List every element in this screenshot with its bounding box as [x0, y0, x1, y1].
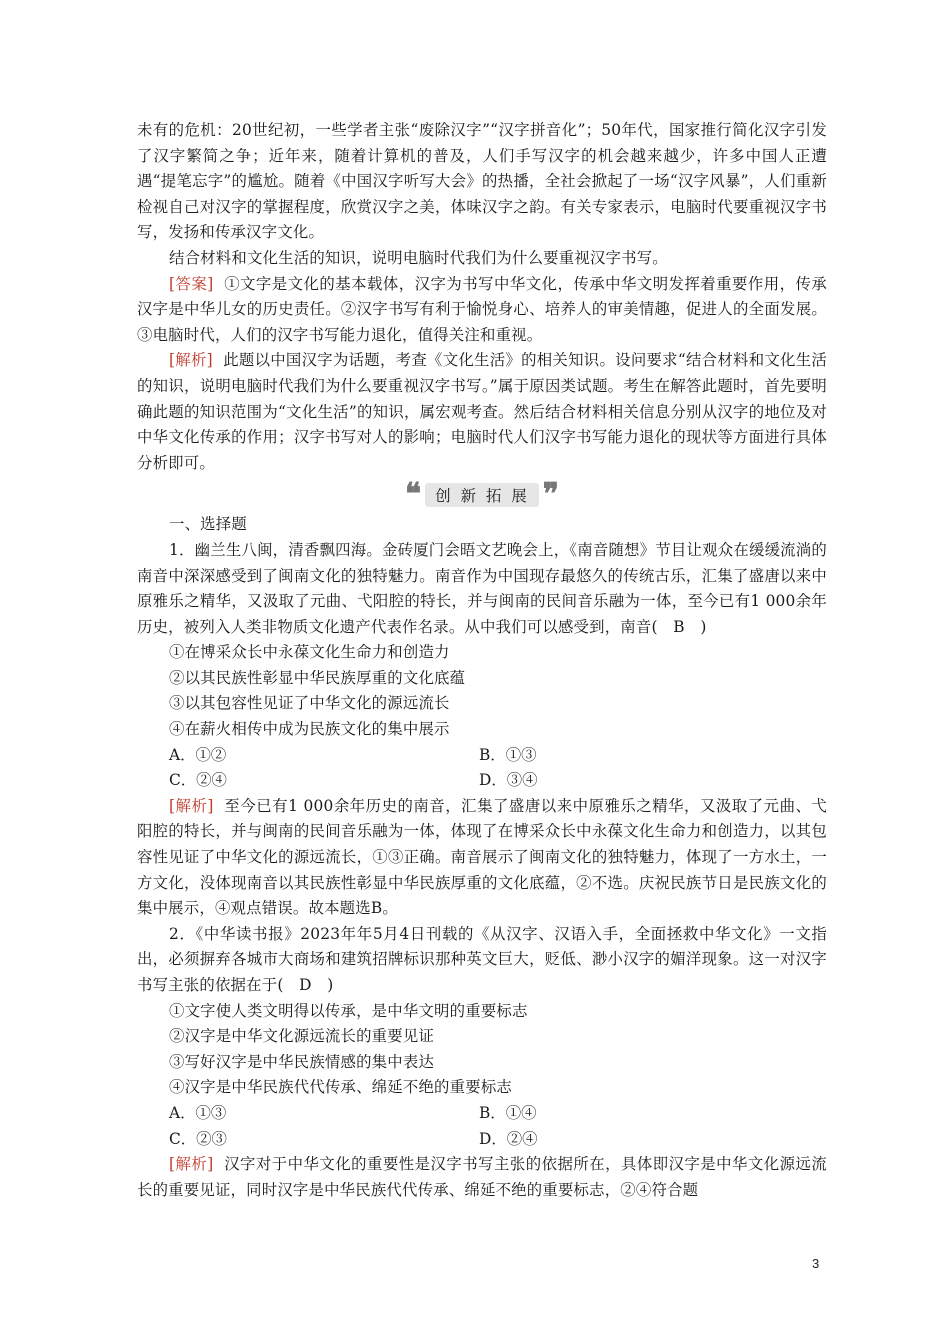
question-1-item: ④在薪火相传中成为民族文化的集中展示 — [169, 720, 450, 739]
question-2-stem: 2．《中华读书报》2023年年5月4日刊载的《从汉字、汉语入手，全面拯救中华文化》一文指出，必须摒弃各城市大商场和建筑招牌标识那种英文巨大，贬低、渺小汉字的媚洋现象。这一对汉字书写主张的依据在于( D ) — [137, 924, 827, 994]
analysis-tag: [解析] — [169, 796, 214, 815]
answer-tag: [答案] — [169, 274, 214, 293]
analysis-text: 此题以中国汉字为话题，考查《文化生活》的相关知识。设问要求“结合材料和文化生活的知识，说明电脑时代我们为什么要重视汉字书写。”属于原因类试题。考生在解答此题时，首先要明确此题的知识范围为“文化生活”的知识，属宏观考查。然后结合材料相关信息分别从汉字的地位及对中华文化传承的作用；汉字书写对人的影响；电脑时代人们汉字书写能力退化的现状等方面进行具体分析即可。 — [137, 351, 828, 472]
question-2-item: ①文字使人类文明得以传承，是中华文明的重要标志 — [169, 1001, 528, 1020]
option-d: D．②④ — [479, 1129, 538, 1148]
option-a: A．①③ — [169, 1103, 227, 1122]
option-d: D．③④ — [479, 771, 538, 790]
analysis-text: 汉字对于中华文化的重要性是汉字书写主张的依据所在，具体即汉字是中华文化源远流长的重要见证，同时汉字是中华民族代代传承、绵延不绝的重要标志，②④符合题 — [137, 1155, 827, 1199]
question-1-analysis — [137, 794, 827, 922]
answer-text: ①文字是文化的基本载体，汉字为书写中华文化，传承中华文明发挥着重要作用，传承汉字是中华儿女的历史责任。②汉字书写有利于愉悦身心、培养人的审美情趣，促进人的全面发展。③电脑时代，人们的汉字书写能力退化，值得关注和重视。 — [137, 274, 827, 344]
option-c: C．②③ — [169, 1129, 227, 1148]
question-2-options-row — [137, 1127, 827, 1153]
banner-title: 创新拓展 — [425, 483, 539, 507]
intro-paragraph: 未有的危机：20世纪初，一些学者主张“废除汉字”“汉字拼音化”；50年代，国家推行简化汉字引发了汉字繁简之争；近年来，随着计算机的普及，人们手写汉字的机会越来越少，许多中国人正遭遇“提笔忘字”的尴尬。随着《中国汉字听写大会》的热播，全社会掀起了一场“汉字风暴”，人们重新检视自己对汉字的掌握程度，欣赏汉字之美，体味汉字之韵。有关专家表示，电脑时代要重视汉字书写，发扬和传承汉字文化。 — [137, 121, 827, 242]
page-content — [137, 118, 827, 1203]
right-quote-icon: ❞ — [542, 477, 559, 513]
question-1-options-row — [137, 768, 827, 794]
question-1-item: ①在博采众长中永葆文化生命力和创造力 — [169, 643, 450, 662]
question-1-item: ②以其民族性彰显中华民族厚重的文化底蕴 — [169, 668, 466, 687]
page-number: 3 — [812, 1256, 820, 1271]
question-2-analysis — [137, 1152, 827, 1203]
section-title: 一、选择题 — [169, 515, 247, 534]
question-2-item: ②汉字是中华文化源远流长的重要见证 — [169, 1027, 435, 1046]
analysis-tag: [解析] — [169, 351, 213, 370]
analysis-text: 至今已有1 000余年历史的南音，汇集了盛唐以来中原雅乐之精华，又汲取了元曲、弋阳腔的特长，并与闽南的民间音乐融为一体，体现了在博采众长中永葆文化生命力和创造力，以其包容性见证了中华文化的源远流长，①③正确。南音展示了闽南文化的独特魅力，体现了一方水土，一方文化，没体现南音以其民族性彰显中华民族厚重的文化底蕴，②不选。庆祝民族节日是民族文化的集中展示，④观点错误。故本题选B。 — [137, 796, 827, 918]
question-2-item: ④汉字是中华民族代代传承、绵延不绝的重要标志 — [169, 1078, 512, 1097]
question-1-options-row — [137, 743, 827, 769]
question-2-options-row — [137, 1101, 827, 1127]
question-1-stem: 1．幽兰生八闽，清香飘四海。金砖厦门会晤文艺晚会上，《南音随想》节目让观众在缓缓流淌的南音中深深感受到了闽南文化的独特魅力。南音作为中国现存最悠久的传统古乐，汇集了盛唐以来中原雅乐之精华，又汲取了元曲、弋阳腔的特长，并与闽南的民间音乐融为一体，至今已有1 000余年历史，被列入人类非物质文化遗产代表作名录。从中我们可以感受到，南音( B ) — [137, 540, 827, 636]
section-banner — [137, 477, 827, 513]
option-b: B．①③ — [479, 745, 537, 764]
option-b: B．①④ — [479, 1103, 537, 1122]
left-quote-icon: ❝ — [405, 477, 422, 513]
option-c: C．②④ — [169, 771, 227, 790]
analysis-paragraph — [137, 348, 827, 476]
question-2-item: ③写好汉字是中华民族情感的集中表达 — [169, 1052, 435, 1071]
analysis-tag: [解析] — [169, 1155, 214, 1174]
question-1-item: ③以其包容性见证了中华文化的源远流长 — [169, 694, 450, 713]
answer-paragraph — [137, 272, 827, 349]
intro-question: 结合材料和文化生活的知识，说明电脑时代我们为什么要重视汉字书写。 — [169, 248, 668, 267]
option-a: A．①② — [169, 745, 227, 764]
